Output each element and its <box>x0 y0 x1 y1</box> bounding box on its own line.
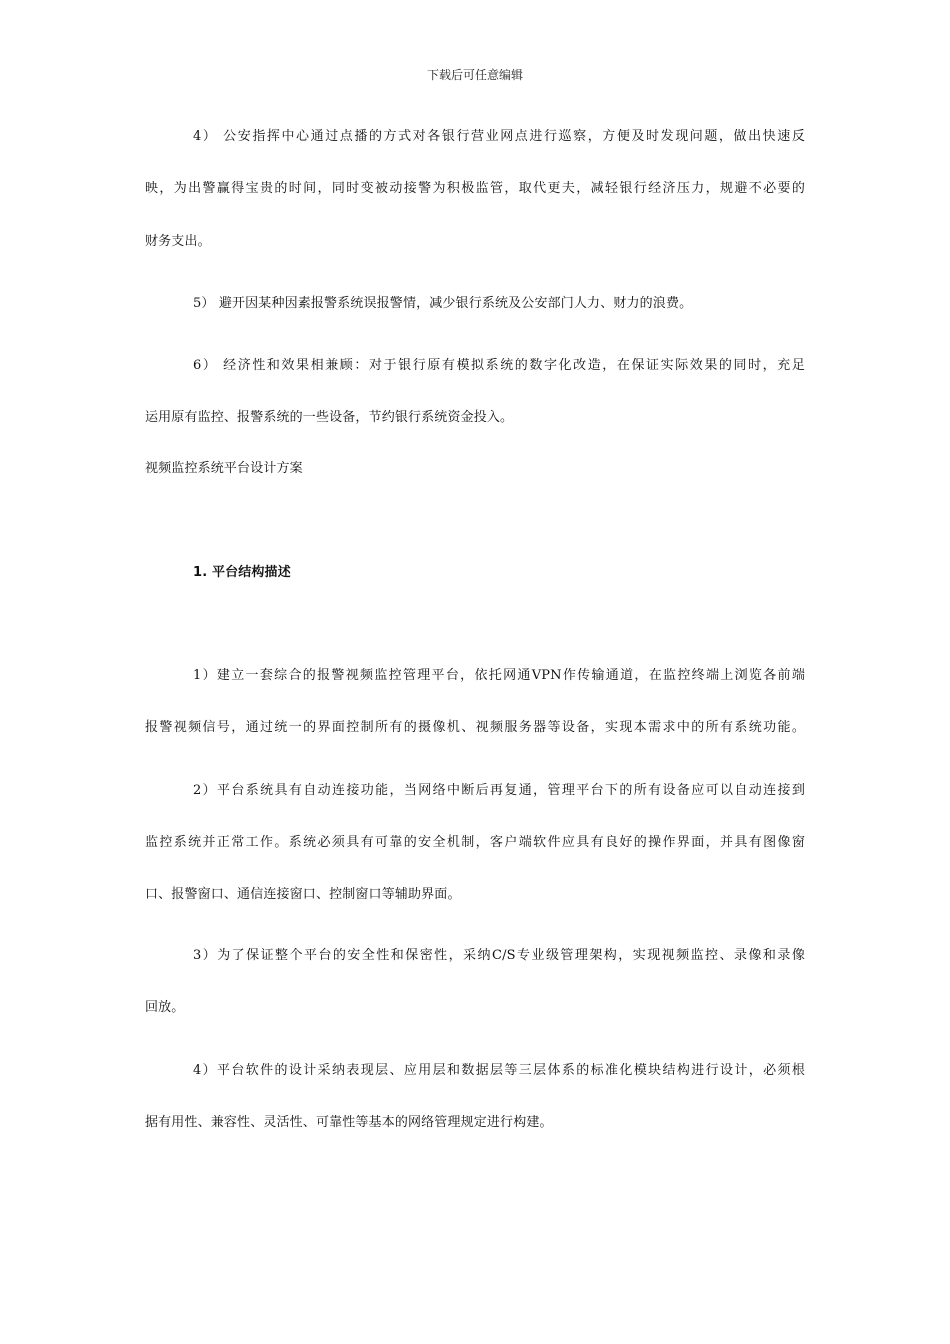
paragraph2-line1: 2）平台系统具有自动连接功能，当网络中断后再复通，管理平台下的所有设备应可以自动连接到 <box>193 783 805 798</box>
item6-line2: 运用原有监控、报警系统的一些设备，节约银行系统资金投入。 <box>145 410 514 425</box>
paragraph1-line1: 1）建立一套综合的报警视频监控管理平台，依托网通VPN作传输通道，在监控终端上浏览各前端 <box>193 668 805 683</box>
subsection-heading: 1. 平台结构描述 <box>193 565 291 580</box>
item6-line1: 6） 经济性和效果相兼顾：对于银行原有模拟系统的数字化改造，在保证实际效果的同时，充足 <box>193 358 805 373</box>
paragraph1-line2: 报警视频信号，通过统一的界面控制所有的摄像机、视频服务器等设备，实现本需求中的所有系统功能。 <box>145 720 805 735</box>
section-title: 视频监控系统平台设计方案 <box>145 461 303 476</box>
item4-line2: 映，为出警赢得宝贵的时间，同时变被动接警为积极监管，取代更夫，减轻银行经济压力，规避不必要的 <box>145 181 805 196</box>
paragraph4-line2: 据有用性、兼容性、灵活性、可靠性等基本的网络管理规定进行构建。 <box>145 1115 553 1130</box>
item4-line3: 财务支出。 <box>145 234 211 249</box>
page-header-note: 下载后可任意编辑 <box>426 68 523 82</box>
paragraph2-line2: 监控系统并正常工作。系统必须具有可靠的安全机制，客户端软件应具有良好的操作界面，并具有图像窗 <box>145 835 805 850</box>
paragraph3-line2: 回放。 <box>145 1000 185 1015</box>
paragraph4-line1: 4）平台软件的设计采纳表现层、应用层和数据层等三层体系的标准化模块结构进行设计，必须根 <box>193 1063 805 1078</box>
paragraph2-line3: 口、报警窗口、通信连接窗口、控制窗口等辅助界面。 <box>145 887 461 902</box>
item5-line1: 5） 避开因某种因素报警系统误报警情，减少银行系统及公安部门人力、财力的浪费。 <box>193 296 693 311</box>
paragraph3-line1: 3）为了保证整个平台的安全性和保密性，采纳C/S专业级管理架构，实现视频监控、录像和录像 <box>193 948 805 963</box>
item4-line1: 4） 公安指挥中心通过点播的方式对各银行营业网点进行巡察，方便及时发现问题，做出快速反 <box>193 129 805 144</box>
